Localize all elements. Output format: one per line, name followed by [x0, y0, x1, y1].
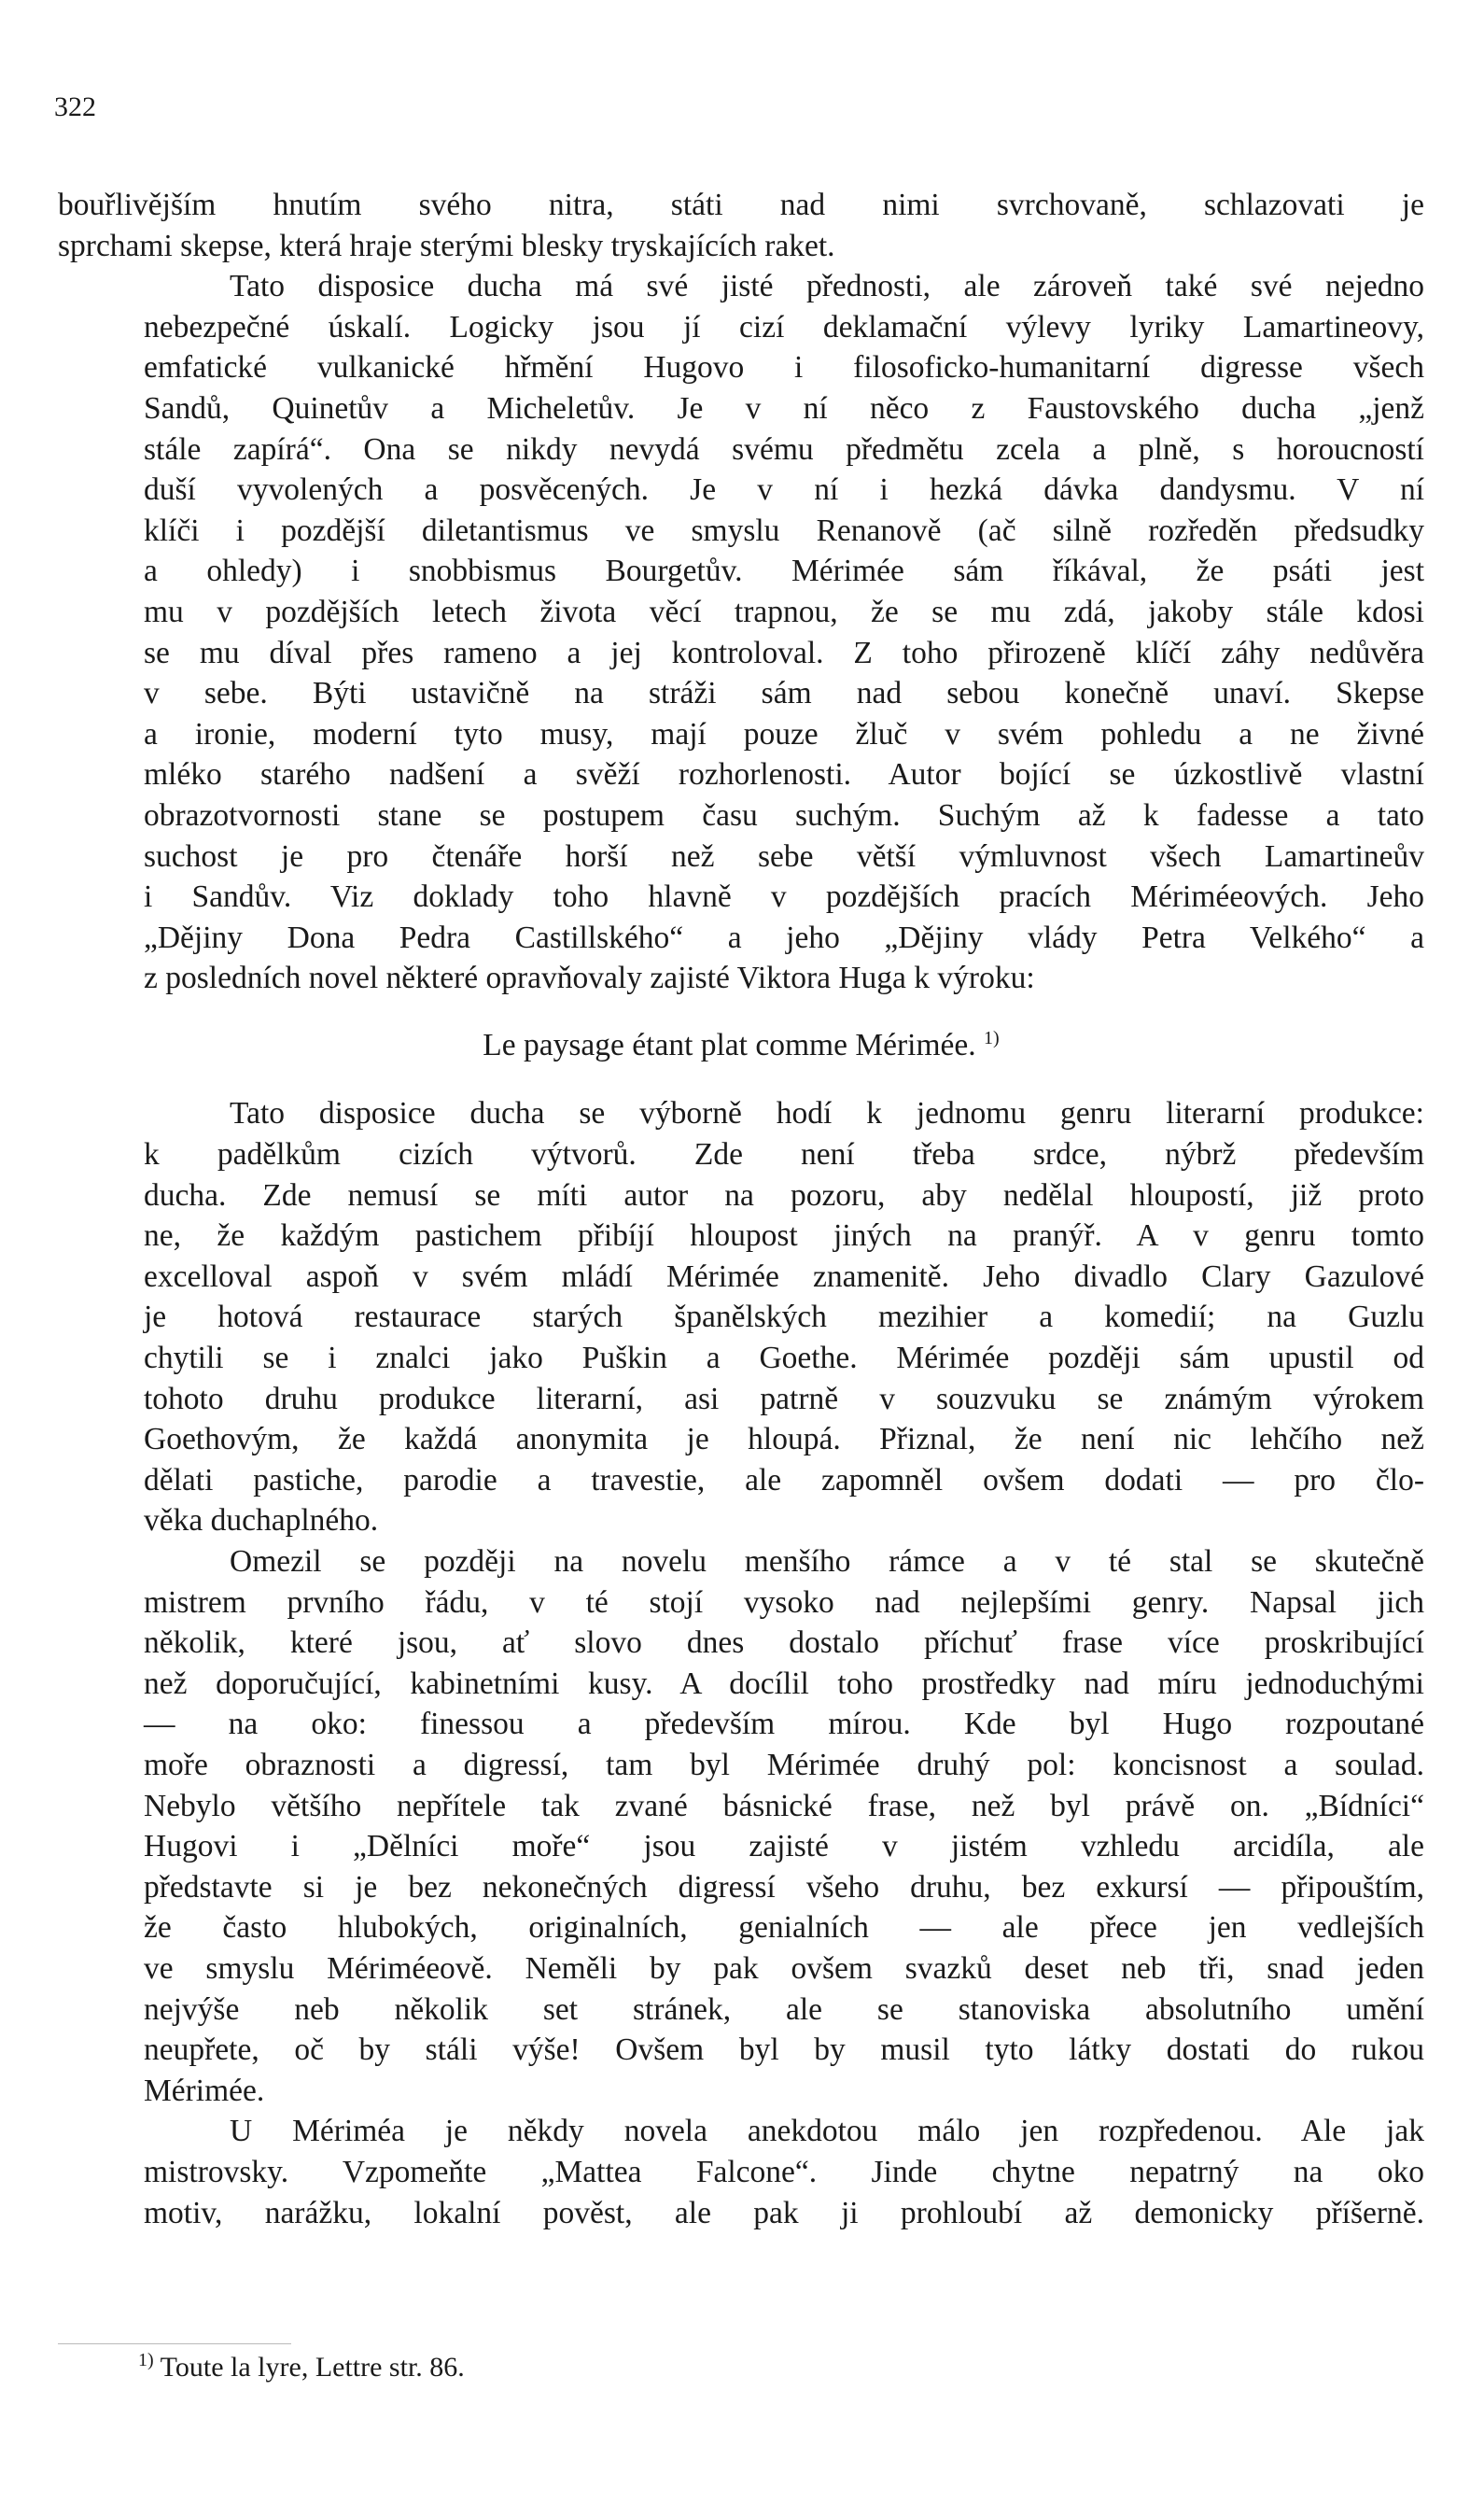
text-line: suchost je pro čtenáře horší než sebe větší výmluvnost všech Lamartineův — [144, 838, 1424, 874]
text-line: ne, že každým pastichem přibíjí hloupost jiných na pranýř. A v genru tomto — [144, 1218, 1424, 1254]
text-line: k padělkům cizích výtvorů. Zde není třeba srdce, nýbrž především — [144, 1137, 1424, 1173]
text-line: excelloval aspoň v svém mládí Mérimée znamenitě. Jeho divadlo Clary Gazulové — [144, 1258, 1424, 1294]
text-line: v sebe. Býti ustavičně na stráži sám nad sebou konečně unaví. Skepse — [144, 676, 1424, 711]
text-line: bouřlivějším hnutím svého nitra, státi nad nimi svrchovaně, schlazovati je — [58, 188, 1424, 222]
text-line: moře obraznosti a digressí, tam byl Mérimée druhý pol: koncisnost a soulad. — [144, 1747, 1424, 1782]
text-line: několik, které jsou, ať slovo dnes dostalo příchuť frase více proskribující — [144, 1625, 1424, 1661]
text-line: tohoto druhu produkce literarní, asi patrně v souzvuku se známým výrokem — [144, 1381, 1424, 1416]
text-line: — na oko: finessou a především mírou. Kde byl Hugo rozpoutané — [144, 1707, 1424, 1742]
text-line: z posledních novel některé opravňovaly zajisté Viktora Huga k výroku: — [144, 961, 1035, 996]
text-line: chytili se i znalci jako Puškin a Goethe. Mérimée později sám upustil od — [144, 1341, 1424, 1376]
footnote-ref-paren: ) — [993, 1027, 1000, 1048]
text-line: mu v pozdějších letech života věcí trapnou, že se mu zdá, jakoby stále kdosi — [144, 594, 1424, 629]
footnote-divider — [58, 2343, 291, 2344]
text-line: duší vyvolených a posvěcených. Je v ní i hezká dávka dandysmu. V ní — [144, 472, 1424, 508]
text-line: Nebylo většího nepřítele tak zvané básnické frase, než byl právě on. „Bídníci“ — [144, 1788, 1424, 1823]
text-line: že často hlubokých, originalních, genialních — ale přece jen vedlejších — [144, 1910, 1424, 1946]
text-line: a ohledy) i snobbismus Bourgetův. Mérimée sám říkával, že psáti jest — [144, 554, 1424, 589]
text-line: se mu díval přes rameno a jej kontroloval. Z toho přirozeně klíčí záhy nedůvěra — [144, 635, 1424, 670]
text-line: Tato disposice ducha se výborně hodí k jednomu genru literarní produkce: — [230, 1096, 1424, 1132]
paragraph-5 — [58, 2111, 1424, 2233]
footnote-text: Toute la lyre, Lettre str. 86. — [160, 2352, 465, 2383]
quote-text: Le paysage étant plat comme Mérimée. — [483, 1027, 976, 1062]
text-line: mléko starého nadšení a svěží rozhorlenosti. Autor bojící se úzkostlivě vlastní — [144, 757, 1424, 793]
text-line: U Mériméa je někdy novela anekdotou málo jen rozpředenou. Ale jak — [230, 2114, 1424, 2149]
footnote-mark — [138, 2350, 154, 2370]
text-line: neupřete, oč by stáli výše! Ovšem byl by musil tyto látky dostati do rukou — [144, 2032, 1424, 2068]
text-line: a ironie, moderní tyto musy, mají pouze žluč v svém pohledu a ne živné — [144, 716, 1424, 752]
text-line: sprchami skepse, která hraje sterými blesky tryskajících raket. — [58, 228, 835, 263]
paragraph-1 — [58, 185, 1424, 266]
paragraph-4 — [58, 1541, 1424, 2111]
footnote-ref — [984, 1028, 1000, 1048]
text-line: než doporučující, kabinetními kusy. A docílil toho prostředky nad míru jednoduchými — [144, 1666, 1424, 1701]
footnote-ref-mark: 1 — [984, 1027, 994, 1048]
text-line: představte si je bez nekonečných digressí všeho druhu, bez exkursí — připouštím, — [144, 1869, 1424, 1905]
text-line: Sandů, Quinetův a Micheletův. Je v ní něco z Faustovského ducha „jenž — [144, 390, 1424, 426]
text-line: stále zapírá“. Ona se nikdy nevydá svému předmětu zcela a plně, s horoucností — [144, 431, 1424, 467]
text-line: motiv, narážku, lokalní pověst, ale pak ji prohloubí až demonicky příšerně. — [144, 2195, 1424, 2230]
text-line: mistrovsky. Vzpomeňte „Mattea Falcone“. Jinde chytne nepatrný na oko — [144, 2154, 1424, 2189]
text-line: nejvýše neb několik set stránek, ale se stanoviska absolutního umění — [144, 1991, 1424, 2027]
footnote-mark-paren: ) — [147, 2350, 154, 2370]
text-line: mistrem prvního řádu, v té stojí vysoko nad nejlepšími genry. Napsal jich — [144, 1584, 1424, 1620]
text-line: Goethovým, že každá anonymita je hloupá. Přiznal, že není nic lehčího než — [144, 1422, 1424, 1457]
text-line: nebezpečné úskalí. Logicky jsou jí cizí deklamační výlevy lyriky Lamartineovy, — [144, 309, 1424, 345]
text-line: obrazotvornosti stane se postupem času suchým. Suchým až k fadesse a tato — [144, 797, 1424, 833]
text-line: ve smyslu Mériméeově. Neměli by pak ovšem svazků deset neb tři, snad jeden — [144, 1950, 1424, 1986]
text-line: věka duchaplného. — [144, 1503, 379, 1539]
paragraph-2 — [58, 266, 1424, 999]
text-line: je hotová restaurace starých španělských mezihier a komedií; na Guzlu — [144, 1300, 1424, 1335]
text-line: ducha. Zde nemusí se míti autor na pozoru, aby nedělal hloupostí, již proto — [144, 1177, 1424, 1213]
text-line: Hugovi i „Dělníci moře“ jsou zajisté v jistém vzhledu arcidíla, ale — [144, 1829, 1424, 1864]
text-line: emfatické vulkanické hřmění Hugovo i filosoficko-humanitarní digresse všech — [144, 350, 1424, 386]
text-line: dělati pastiche, parodie a travestie, ale zapomněl ovšem dodati — pro člo- — [144, 1462, 1424, 1498]
footnote-mark-number: 1 — [138, 2350, 147, 2370]
text-line: i Sandův. Viz doklady toho hlavně v pozdějších pracích Mériméeových. Jeho — [144, 879, 1424, 915]
text-line: Mérimée. — [144, 2073, 265, 2108]
text-line: Tato disposice ducha má své jisté přednosti, ale zároveň také své nejedno — [230, 269, 1424, 304]
footnote — [138, 2351, 465, 2384]
text-line: Omezil se později na novelu menšího rámce a v té stal se skutečně — [230, 1544, 1424, 1579]
text-line: „Dějiny Dona Pedra Castillského“ a jeho „Dějiny vlády Petra Velkého“ a — [144, 920, 1424, 955]
paragraph-3 — [58, 1093, 1424, 1541]
text-line: klíči i pozdější diletantismus ve smyslu Renanově (ač silně rozředěn předsudky — [144, 513, 1424, 548]
body-text — [58, 185, 1424, 2233]
block-quote — [58, 1025, 1424, 1066]
page-number: 322 — [54, 91, 96, 122]
